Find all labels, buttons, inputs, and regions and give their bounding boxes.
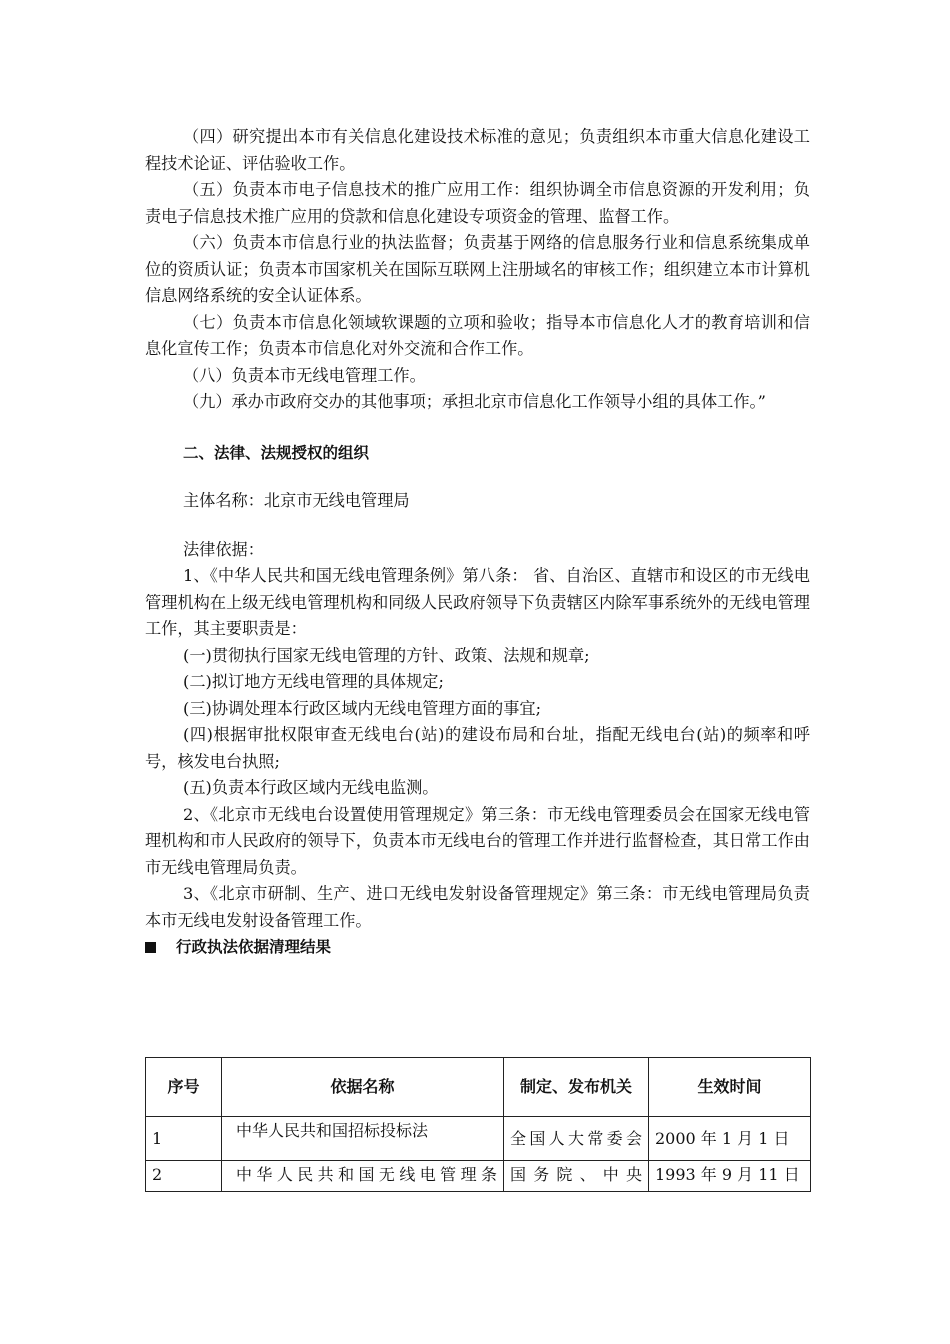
cell-no: 1: [146, 1117, 222, 1161]
header-date: 生效时间: [649, 1058, 811, 1117]
law-2: 2、《北京市无线电台设置使用管理规定》第三条：市无线电管理委员会在国家无线电管理机构和市人民政府的领导下，负责本市无线电台的管理工作并进行监督检查，其日常工作由市无线电管理局负责。: [145, 804, 810, 877]
table-row: [146, 1161, 811, 1192]
law-1-item: (五)负责本行政区域内无线电监测。: [183, 778, 439, 797]
paragraph-item-6: （六）负责本市信息行业的执法监督；负责基于网络的信息服务行业和信息系统集成单位的资质认证；负责本市国家机关在国际互联网上注册域名的审核工作；组织建立本市计算机信息网络系统的安全认证体系。: [145, 233, 810, 305]
cell-org: 国务院、中央: [504, 1161, 649, 1192]
law-1-item: (二)拟订地方无线电管理的具体规定;: [183, 672, 444, 691]
paragraph-item-9: （九）承办市政府交办的其他事项；承担北京市信息化工作领导小组的具体工作。”: [183, 392, 766, 411]
law-1: 1、《中华人民共和国无线电管理条例》第八条： 省、自治区、直辖市和设区的市无线电管理机构在上级无线电管理机构和同级人民政府领导下负责辖区内除军事系统外的无线电管理工作，其主要职责是：: [145, 566, 810, 638]
square-bullet-icon: [145, 942, 156, 953]
cell-date: 2000 年 1 月 1 日: [649, 1117, 811, 1161]
header-no: 序号: [146, 1058, 222, 1117]
table-header-row: [146, 1058, 811, 1117]
law-1-item: (四)根据审批权限审查无线电台(站)的建设布局和台址，指配无线电台(站)的频率和呼号，核发电台执照;: [145, 725, 810, 771]
cell-date: 1993 年 9 月 11 日: [649, 1161, 811, 1192]
table-row: [146, 1117, 811, 1161]
cell-name: 中华人民共和国无线电管理条: [222, 1161, 504, 1192]
law-3: 3、《北京市研制、生产、进口无线电发射设备管理规定》第三条：市无线电管理局负责本市无线电发射设备管理工作。: [145, 884, 810, 930]
paragraph-item-7: （七）负责本市信息化领域软课题的立项和验收；指导本市信息化人才的教育培训和信息化宣传工作；负责本市信息化对外交流和合作工作。: [145, 312, 810, 358]
cell-org: 全国人大常委会: [504, 1117, 649, 1161]
subject-name: 主体名称：北京市无线电管理局: [183, 491, 410, 510]
basis-table: [145, 1057, 811, 1192]
law-1-item: (一)贯彻执行国家无线电管理的方针、政策、法规和规章;: [183, 645, 590, 665]
cell-name: 中华人民共和国招标投标法: [222, 1117, 504, 1161]
header-name: 依据名称: [222, 1058, 504, 1117]
law-1-item: (三)协调处理本行政区域内无线电管理方面的事宜;: [183, 698, 542, 718]
paragraph-item-5: （五）负责本市电子信息技术的推广应用工作：组织协调全市信息资源的开发利用；负责电子信息技术推广应用的贷款和信息化建设专项资金的管理、监督工作。: [145, 180, 810, 226]
document-body: [145, 124, 810, 960]
section-heading: 二、法律、法规授权的组织: [183, 443, 370, 462]
paragraph-item-4: （四）研究提出本市有关信息化建设技术标准的意见；负责组织本市重大信息化建设工程技术论证、评估验收工作。: [145, 127, 810, 173]
paragraph-item-8: （八）负责本市无线电管理工作。: [183, 365, 426, 385]
results-heading-text: 行政执法依据清理结果: [176, 938, 332, 956]
header-org: 制定、发布机关: [504, 1058, 649, 1117]
cell-no: 2: [146, 1161, 222, 1192]
results-heading: [145, 934, 810, 960]
basis-label: 法律依据：: [183, 539, 264, 559]
